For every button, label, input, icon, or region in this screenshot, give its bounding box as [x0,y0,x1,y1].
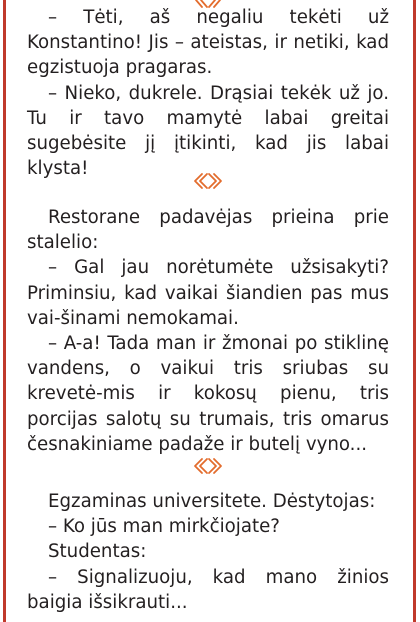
narration-line: Studentas: [48,541,147,563]
narration-line: Restorane padavėjas prieina prie stalelio: [27,207,389,254]
guillemet-flourish-icon [191,456,225,476]
guillemet-flourish-icon [191,171,225,191]
section-separator [27,170,389,192]
joke-block-2 [27,205,389,457]
section-separator [27,455,389,477]
dialogue-line: – Tėti, aš negaliu tekėti už Konstantino! Jis – ateistas, ir netiki, kad egzistuoja pragaras. [27,7,389,79]
left-border-rule [3,0,6,622]
joke-block-1 [27,5,389,181]
joke-block-3 [27,489,389,615]
dialogue-line: – Nieko, dukrele. Drąsiai tekėk už jo. Tu ir tavo mamytė labai greitai sugebėsite jį įtikinti, kad jis labai klysta! [27,82,389,180]
dialogue-line: – Ko jūs man mirkčiojate? [48,516,280,538]
dialogue-line: – Gal jau norėtumėte užsisakyti? Priminsiu, kad vaikai šiandien pas mus vai-šinami nemokamai. [27,257,389,329]
page-content [27,0,389,622]
dialogue-line: – Signalizuoju, kad mano žinios baigia išsikrauti... [27,566,389,613]
dialogue-line: – A-a! Tada man ir žmonai po stiklinę vandens, o vaikui tris sriubas su krevetė-mis ir kokosų pienu, tris porcijas salotų su trumais, tris omarus česnakiniame padaže ir butelį vyno... [27,333,389,455]
narration-line: Egzaminas universitete. Dėstytojas: [48,491,376,512]
right-border-rule [413,0,416,622]
